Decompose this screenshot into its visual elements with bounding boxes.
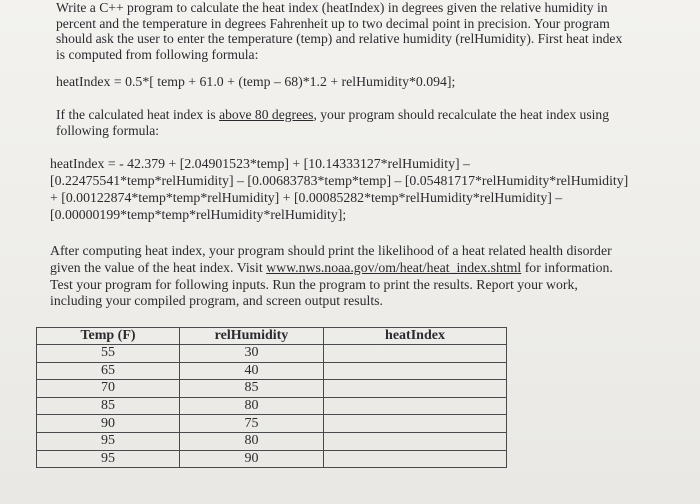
condition-text-after: , your program should recalculate the heat index using bbox=[313, 107, 610, 122]
cell-temp: 90 bbox=[37, 415, 180, 433]
intro-line: should ask the user to enter the temperature (temp) and relative humidity (relHumidity). First heat index bbox=[56, 31, 623, 47]
cell-rel-humidity: 90 bbox=[180, 450, 324, 468]
instructions-paragraph bbox=[50, 243, 690, 310]
cell-rel-humidity: 80 bbox=[180, 432, 324, 450]
cell-heat-index bbox=[324, 397, 507, 415]
intro-line: percent and the temperature in degrees Fahrenheit up to two decimal point in precision. Your program bbox=[56, 15, 610, 31]
table-row bbox=[37, 450, 507, 468]
instructions-line4: including your compiled program, and screen output results. bbox=[50, 293, 383, 309]
cell-rel-humidity: 80 bbox=[180, 397, 324, 415]
table-row bbox=[37, 362, 507, 380]
heat-index-formula-basic: heatIndex = 0.5*[ temp + 61.0 + (temp – 68)*1.2 + relHumidity*0.094]; bbox=[56, 74, 456, 89]
condition-line2: following formula: bbox=[56, 122, 160, 138]
nws-link[interactable]: www.nws.noaa.gov/om/heat/heat_index.shtml bbox=[266, 259, 522, 275]
test-input-table bbox=[36, 327, 507, 468]
condition-text-before: If the calculated heat index is bbox=[56, 107, 220, 122]
table-header-row bbox=[37, 328, 507, 345]
table-row bbox=[37, 380, 507, 398]
header-temp: Temp (F) bbox=[37, 328, 180, 345]
condition-threshold: above 80 degrees bbox=[219, 107, 314, 122]
header-heat-index: heatIndex bbox=[324, 328, 507, 345]
formula-line: heatIndex = - 42.379 + [2.04901523*temp] + [10.14333127*relHumidity] – bbox=[50, 156, 470, 171]
instructions-line1: After computing heat index, your program should print the likelihood of a heat related health disorder bbox=[50, 243, 612, 258]
formula-line: + [0.00122874*temp*temp*relHumidity] + [0.00085282*temp*relHumidity*relHumidity] – bbox=[50, 190, 563, 205]
cell-rel-humidity: 85 bbox=[180, 380, 324, 398]
cell-temp: 70 bbox=[37, 380, 180, 398]
cell-temp: 55 bbox=[37, 345, 180, 363]
cell-rel-humidity: 75 bbox=[180, 415, 324, 433]
cell-heat-index bbox=[324, 415, 507, 433]
cell-temp: 65 bbox=[37, 362, 180, 380]
cell-heat-index bbox=[324, 380, 507, 398]
heat-index-formula-extended bbox=[50, 155, 698, 223]
cell-heat-index bbox=[324, 432, 507, 450]
cell-rel-humidity: 40 bbox=[180, 362, 324, 380]
intro-line: Write a C++ program to calculate the heat index (heatIndex) in degrees given the relative humidity in bbox=[56, 0, 608, 15]
formula-line: [0.22475541*temp*relHumidity] – [0.00683783*temp*temp] – [0.05481717*relHumidity*relHumidity] bbox=[50, 173, 629, 188]
table-row bbox=[37, 415, 507, 433]
instructions-line2-before: given the value of the heat index. Visit bbox=[50, 259, 267, 275]
intro-paragraph bbox=[56, 0, 686, 62]
header-rel-humidity: relHumidity bbox=[180, 328, 324, 345]
cell-heat-index bbox=[324, 362, 507, 380]
table-row bbox=[37, 345, 507, 363]
cell-heat-index bbox=[324, 450, 507, 468]
cell-temp: 85 bbox=[37, 397, 180, 415]
instructions-line3: Test your program for following inputs. Run the program to print the results. Report your work, bbox=[50, 276, 578, 292]
formula-line: [0.00000199*temp*temp*relHumidity*relHumidity]; bbox=[50, 207, 347, 222]
table-row bbox=[37, 397, 507, 415]
instructions-line2-after: for information. bbox=[521, 259, 613, 275]
condition-paragraph bbox=[56, 107, 686, 138]
cell-rel-humidity: 30 bbox=[180, 345, 324, 363]
cell-temp: 95 bbox=[37, 432, 180, 450]
intro-line: is computed from following formula: bbox=[56, 46, 259, 62]
cell-temp: 95 bbox=[37, 450, 180, 468]
table-row bbox=[37, 432, 507, 450]
cell-heat-index bbox=[324, 345, 507, 363]
